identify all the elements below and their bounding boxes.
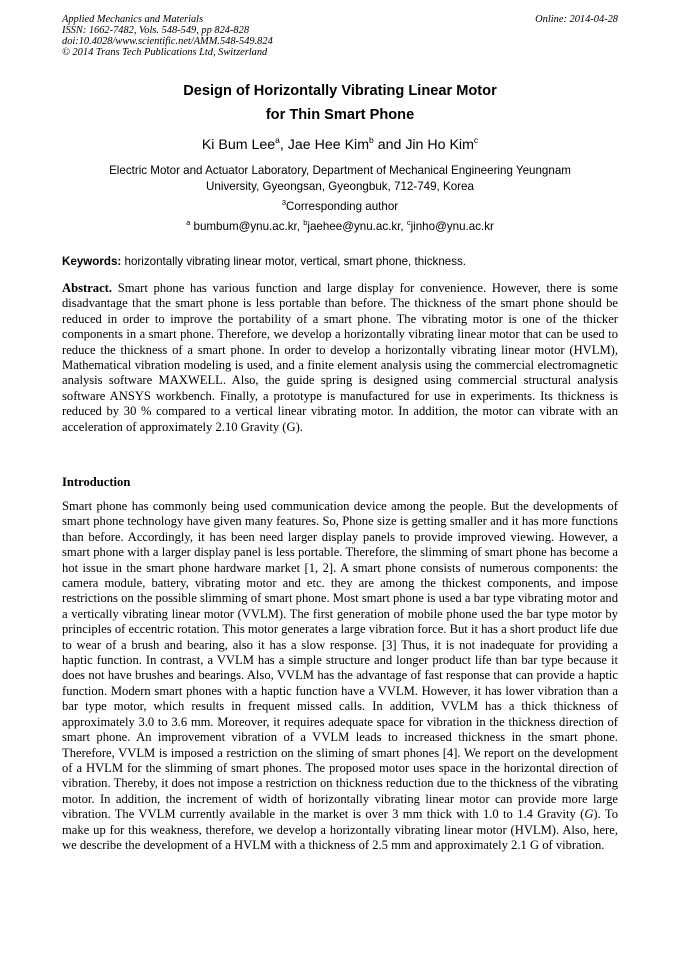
author-emails: [62, 219, 618, 235]
keywords: [62, 254, 618, 269]
author-list: [62, 135, 618, 155]
author-2: Jae Hee Kim: [287, 137, 370, 153]
introduction-italic-g: G: [584, 807, 594, 822]
author-3: Jin Ho Kim: [405, 137, 474, 153]
author-separator: and: [373, 137, 406, 153]
introduction-text-part-1: Smart phone has commonly being used communication device among the people. But the developments of smart phone technology have given many features. So, Phone size is getting smaller and it has more functions than before. Accordingly, it has been need larger display panels to provide improved viewing. However, a smart phone with a larger display panel is less portable. Therefore, the slimming of smart phone has become a hot issue in the smart phone hardware market [1, 2]. A smart phone consists of numerous components: the camera module, battery, vibrating motor and etc. they are among the thickest components, and impose restrictions on the possible slimming of smart phone. Most smart phone is used a bar type vibrating motor and a vertically vibrating linear motor (VVLM). The first generation of mobile phone used the bar type motor by principles of eccentric rotation. This motor generates a large vibration force. But it has a short product life due to wear of a brush and bearing, also it has a slow response. [3] Thus, it is not inadequate for providing a haptic function. In contrast, a VVLM has a simple structure and longer product life than bar type because it does not have brushes and bearings. Also, VVLM has the advantage of fast response that can provide a haptic function. Modern smart phones with a haptic function have a VVLM. However, it has lower vibration than a bar type motor, which results in frequent missed calls. In addition, VVLM has a thick thickness of approximately 3.0 to 3.6 mm. Moreover, it requires adequate space for vibration in the thickness direction of smart phone. An improvement vibration of a VVLM leads to increased thickness in the smart phone. Therefore, VVLM is imposed a restriction on the sliming of smart phones [4]. We report on the development of a HVLM for the slimming of smart phones. The proposed motor uses space in the horizontal direction of vibration. Thereby, it does not impose a restriction on thickness reduction due to the thickness of the vibrating motor. In addition, the increment of width of horizontally vibrating linear motor can provide more large vibration. The VVLM currently available in the market is over 3 mm thick with 1.0 to 1.4 Gravity (: [62, 499, 618, 822]
introduction-text-part-2: ). To make up for this weakness, therefore, we develop a horizontally vibrating linear motor (HVLM). Also, here, we describe the development of a HVLM with a thickness of 2.5 mm and approximately 2.1 G of vibration.: [62, 807, 618, 852]
author-2-mark: b: [369, 135, 374, 145]
abstract-label: Abstract.: [62, 281, 113, 295]
abstract: [62, 281, 618, 435]
affiliation: [62, 163, 618, 194]
title-line-1: Design of Horizontally Vibrating Linear Motor: [183, 83, 497, 99]
abstract-text: Smart phone has various function and large display for convenience. However, there is some disadvantage that the smart phone is less portable than before. The thickness of the smart phone should be reduced in order to improve the portability of a smart phone. The vibrating motor is one of the thicker components in a smart phone. Therefore, we develop a horizontally vibrating linear motor that can be used to reduce the thickness of a smart phone. In order to develop a horizontally vibrating linear motor (HVLM), Mathematical vibration modeling is used, and a finite element analysis using the commercial electromagnetic analysis software MAXWELL. Also, the guide spring is designed using commercial structural analysis software ANSYS workbench. Finally, a prototype is manufactured for use in experiments. Its thickness is reduced by 30 % compared to a vertical linear vibrating motor. In addition, the motor can vibrate with an acceleration of approximately 2.10 Gravity (G).: [62, 281, 618, 434]
email-mark-c: c: [406, 218, 411, 227]
author-separator: ,: [279, 137, 288, 153]
online-date: Online: 2014-04-28: [535, 14, 618, 25]
email-mark-a: a: [186, 218, 191, 227]
author-1: Ki Bum Lee: [201, 137, 276, 153]
journal-name: Applied Mechanics and Materials: [62, 14, 204, 25]
doi-line: doi:10.4028/www.scientific.net/AMM.548-549.824: [62, 36, 273, 47]
email-a: bumbum@ynu.ac.kr,: [190, 220, 304, 233]
paper-title: [62, 79, 618, 127]
copyright-line: © 2014 Trans Tech Publications Ltd, Switzerland: [62, 47, 268, 58]
introduction-body: [62, 499, 618, 853]
keywords-label: Keywords:: [62, 255, 122, 268]
journal-header: [62, 14, 618, 58]
corresponding-author-note: [62, 199, 618, 214]
author-1-mark: a: [275, 135, 280, 145]
email-c: jinho@ynu.ac.kr: [410, 220, 494, 233]
keywords-text: horizontally vibrating linear motor, vertical, smart phone, thickness.: [121, 255, 467, 268]
email-mark-b: b: [303, 218, 308, 227]
email-b: jaehee@ynu.ac.kr,: [307, 220, 407, 233]
corresponding-mark: 3: [281, 198, 286, 207]
author-3-mark: c: [473, 135, 479, 145]
introduction-heading: Introduction: [62, 475, 131, 489]
issn-line: ISSN: 1662-7482, Vols. 548-549, pp 824-828: [62, 25, 250, 36]
affiliation-line-1: Electric Motor and Actuator Laboratory, Department of Mechanical Engineering Yeungnam: [109, 164, 571, 177]
title-line-2: for Thin Smart Phone: [265, 107, 415, 123]
corresponding-text: Corresponding author: [286, 200, 399, 213]
affiliation-line-2: University, Gyeongsan, Gyeongbuk, 712-749, Korea: [206, 179, 474, 193]
